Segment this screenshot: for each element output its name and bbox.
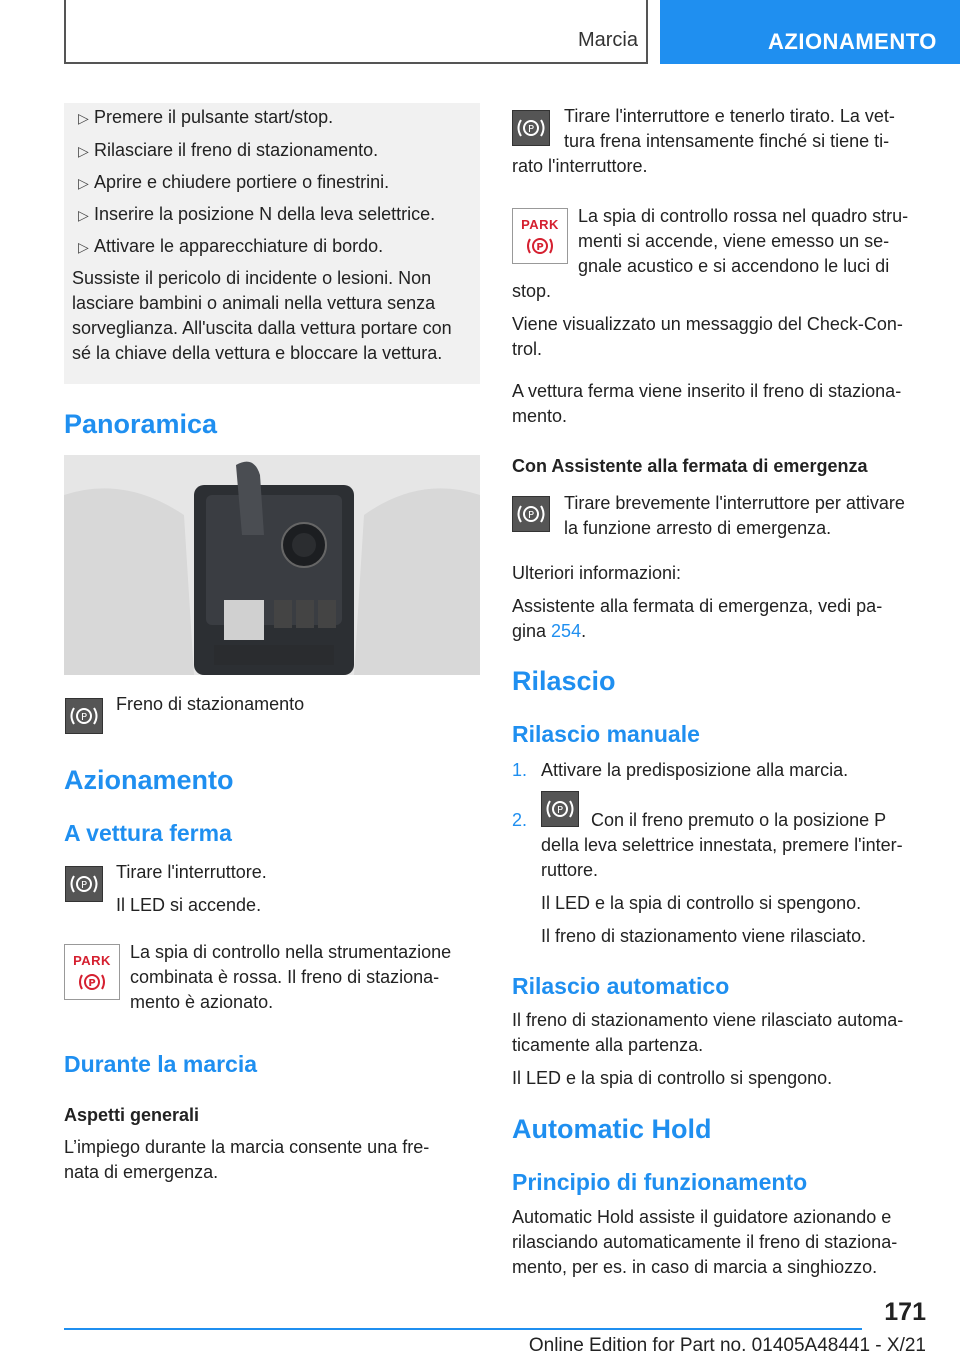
- rilascio-automatico-heading: Rilascio automatico: [512, 973, 730, 999]
- step-number: 2.: [512, 810, 528, 830]
- park-warning-icon: PARK P: [64, 944, 120, 1000]
- principio-heading: Principio di funzionamento: [512, 1169, 808, 1195]
- warning-bullet: ▷ Inserire la posizione N della leva selettrice.: [64, 204, 435, 225]
- svg-text:P: P: [80, 880, 88, 891]
- warning-bullet: ▷ Aprire e chiudere portiere o finestrini.: [64, 172, 389, 193]
- azionamento-heading: Azionamento: [64, 765, 234, 795]
- spia-rossa-last: stop.: [512, 281, 552, 301]
- step2-text: della leva selettrice innestata, premere l'inter- ruttore.: [541, 835, 903, 880]
- freno-caption: Freno di stazionamento: [116, 694, 305, 714]
- triangle-bullet-icon: ▷: [78, 207, 89, 223]
- vettura-ferma-heading: A vettura ferma: [64, 820, 232, 846]
- step2-note: Il freno di stazionamento viene rilasciato.: [541, 926, 867, 946]
- svg-text:P: P: [527, 124, 535, 135]
- svg-text:P: P: [527, 510, 535, 521]
- spia-rossa-text: La spia di controllo rossa nel quadro stru- menti si accende, viene emesso un se- gnale acustico e si accendono le luci di: [578, 206, 909, 276]
- svg-text:P: P: [536, 242, 544, 253]
- assistente-heading: Con Assistente alla fermata di emergenza: [512, 456, 868, 476]
- page-254-link[interactable]: 254: [551, 621, 582, 641]
- park-warning-icon: PARK P: [512, 208, 568, 264]
- svg-text:P: P: [88, 978, 96, 989]
- aspetti-generali-heading: Aspetti generali: [64, 1105, 200, 1125]
- parking-brake-icon: [541, 791, 579, 827]
- center-console-photo: [64, 455, 480, 675]
- warning-bullet: ▷ Premere il pulsante start/stop.: [64, 107, 333, 128]
- principio-text: Automatic Hold assiste il guidatore azionando e rilasciando automaticamente il freno di staziona- mento, per es. in caso di marcia a singhiozzo.: [512, 1207, 898, 1277]
- led-text: Il LED si accende.: [116, 895, 262, 915]
- panoramica-heading: Panoramica: [64, 409, 218, 439]
- step-number: 1.: [512, 760, 528, 780]
- warning-bullet: ▷ Attivare le apparecchiature di bordo.: [64, 236, 383, 257]
- ulteriori-text: Ulteriori informazioni:: [512, 563, 682, 583]
- step1-text: Attivare la predisposizione alla marcia.: [541, 760, 849, 780]
- parking-brake-icon: [65, 866, 103, 902]
- rilascio-automatico-led: Il LED e la spia di controllo si spengono.: [512, 1068, 833, 1088]
- triangle-bullet-icon: ▷: [78, 239, 89, 255]
- rilascio-manuale-heading: Rilascio manuale: [512, 721, 700, 747]
- rilascio-automatico-text: Il freno di stazionamento viene rilasciato automa- ticamente alla partenza.: [512, 1010, 904, 1055]
- svg-text:P: P: [80, 712, 88, 723]
- step2-note: Il LED e la spia di controllo si spengono.: [541, 893, 862, 913]
- automatic-hold-heading: Automatic Hold: [512, 1114, 712, 1144]
- parking-brake-icon: [65, 698, 103, 734]
- check-control-text: Viene visualizzato un messaggio del Check-Con- trol.: [512, 314, 903, 359]
- spia-strumentazione-text: La spia di controllo nella strumentazione combinata è rossa. Il freno di staziona- mento è azionato.: [130, 942, 452, 1012]
- vedi-pagina-text: Assistente alla fermata di emergenza, vedi pa- gina 254.: [512, 596, 883, 641]
- tirare-tenerlo-text: Tirare l'interruttore e tenerlo tirato. La vet- tura frena intensamente finché si tiene ti-: [564, 106, 895, 151]
- header-section-marcia: Marcia: [577, 29, 638, 51]
- warning-paragraph: Sussiste il pericolo di incidente o lesioni. Non lasciare bambini o animali nella vettura senza sorveglianza. All'uscita dalla vettura portare con sé la chiave della vettura e bloccare la vettura.: [72, 268, 452, 363]
- vettura-ferma-text: A vettura ferma viene inserito il freno di staziona- mento.: [512, 381, 902, 426]
- header-section-azionamento: AZIONAMENTO: [660, 0, 960, 64]
- durante-marcia-heading: Durante la marcia: [64, 1051, 258, 1077]
- warning-bullet: ▷ Rilasciare il freno di stazionamento.: [64, 140, 378, 161]
- parking-brake-icon: [512, 496, 550, 532]
- footer-edition-text: Online Edition for Part no. 01405A48441 - X/21: [528, 1335, 926, 1356]
- tirare-tenerlo-last: rato l'interruttore.: [512, 156, 648, 176]
- page-number: 171: [884, 1298, 926, 1326]
- triangle-bullet-icon: ▷: [78, 110, 89, 126]
- footer-divider: [64, 1328, 862, 1330]
- step2-text-first: Con il freno premuto o la posizione P: [591, 810, 887, 830]
- parking-brake-icon: [512, 110, 550, 146]
- rilascio-heading: Rilascio: [512, 666, 616, 696]
- aspetti-generali-text: L’impiego durante la marcia consente una fre- nata di emergenza.: [64, 1137, 430, 1182]
- tirare-text: Tirare l'interruttore.: [116, 862, 267, 882]
- triangle-bullet-icon: ▷: [78, 143, 89, 159]
- triangle-bullet-icon: ▷: [78, 175, 89, 191]
- brevemente-text: Tirare brevemente l'interruttore per attivare la funzione arresto di emergenza.: [564, 493, 905, 538]
- svg-text:P: P: [556, 805, 564, 816]
